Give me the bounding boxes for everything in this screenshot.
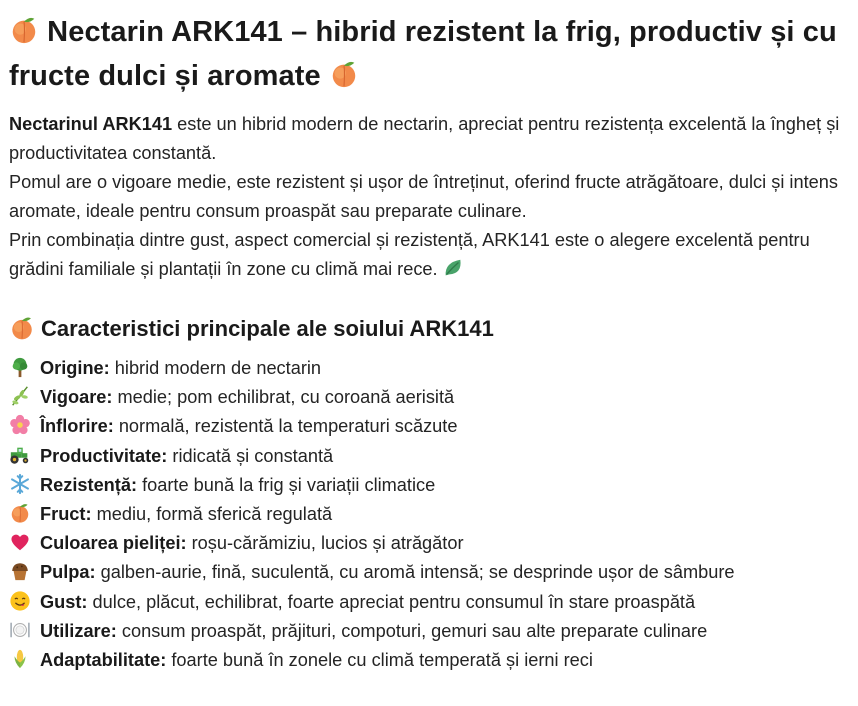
feature-label: Rezistență: [40, 474, 138, 495]
feature-label: Culoarea pieliței: [40, 533, 187, 554]
section-heading-text: Caracteristici principale ale soiului ARK141 [41, 316, 494, 341]
feature-label: Vigoare: [40, 387, 113, 408]
feature-label: Adaptabilitate: [40, 650, 167, 671]
features-list [9, 354, 848, 675]
feature-value: ridicată și constantă [167, 445, 334, 466]
feature-label: Fruct: [40, 504, 92, 525]
intro-paragraph-1 [9, 110, 848, 168]
intro-paragraph-2: Pomul are o vigoare medie, este rezistent și ușor de întreținut, oferind fructe atrăgătoare, dulci și intens aromate, ideale pentru consum proaspăt sau preparate culinare. [9, 172, 838, 221]
tree-icon [9, 356, 31, 378]
list-item [9, 471, 848, 500]
intro-paragraph-3-text: Prin combinația dintre gust, aspect comercial și rezistență, ARK141 este o alegere excelentă pentru grădini familiale și plantații în zone cu climă mai rece. [9, 230, 810, 279]
list-item [9, 617, 848, 646]
page-title-text: Nectarin ARK141 – hibrid rezistent la frig, productiv și cu fructe dulci și aromate [9, 16, 837, 92]
intro-paragraph-1-text: este un hibrid modern de nectarin, apreciat pentru rezistența excelentă la îngheț și productivitatea constantă. [9, 114, 840, 163]
feature-value: foarte bună în zonele cu climă temperată și ierni reci [166, 650, 593, 671]
corn-icon [9, 648, 31, 670]
feature-value: galben-aurie, fină, suculentă, cu aromă intensă; se desprinde ușor de sâmbure [95, 562, 735, 583]
feature-value: hibrid modern de nectarin [109, 358, 322, 378]
muffin-icon [9, 560, 31, 582]
feature-value: dulce, plăcut, echilibrat, foarte apreciat pentru consumul în stare proaspătă [87, 591, 696, 612]
heart-icon [9, 531, 31, 553]
list-item [9, 442, 848, 471]
list-item [9, 500, 848, 529]
peach-icon [9, 502, 31, 524]
tractor-icon [9, 444, 31, 466]
herb-icon [9, 385, 31, 407]
plate-cutlery-icon [9, 619, 31, 641]
peach-icon [9, 15, 39, 45]
feature-value: roșu-cărămiziu, lucios și atrăgător [186, 533, 464, 554]
list-item [9, 412, 848, 441]
feature-label: Origine: [40, 358, 110, 378]
intro-paragraph-3 [9, 226, 848, 284]
feature-label: Pulpa: [40, 562, 96, 583]
variety-name: Nectarinul ARK141 [9, 114, 173, 134]
feature-value: medie; pom echilibrat, cu coroană aerisită [112, 387, 455, 408]
feature-label: Înflorire: [40, 416, 114, 437]
list-item [9, 529, 848, 558]
peach-icon [9, 315, 35, 341]
list-item [9, 354, 848, 383]
feature-label: Productivitate: [40, 445, 168, 466]
snowflake-icon [9, 473, 31, 495]
intro-text [9, 110, 848, 284]
page-title [9, 10, 848, 98]
list-item [9, 383, 848, 412]
list-item [9, 588, 848, 617]
feature-label: Gust: [40, 591, 88, 612]
feature-value: foarte bună la frig și variații climatice [137, 474, 436, 495]
blossom-icon [9, 414, 31, 436]
feature-value: normală, rezistentă la temperaturi scăzute [113, 416, 458, 437]
list-item [9, 646, 848, 675]
feature-label: Utilizare: [40, 620, 117, 641]
peach-icon [329, 59, 359, 89]
feature-value: mediu, formă sferică regulată [91, 504, 333, 525]
section-heading [9, 314, 848, 344]
feature-value: consum proaspăt, prăjituri, compoturi, gemuri sau alte preparate culinare [116, 620, 708, 641]
leaf-icon [442, 257, 464, 279]
list-item [9, 558, 848, 587]
yum-face-icon [9, 590, 31, 612]
